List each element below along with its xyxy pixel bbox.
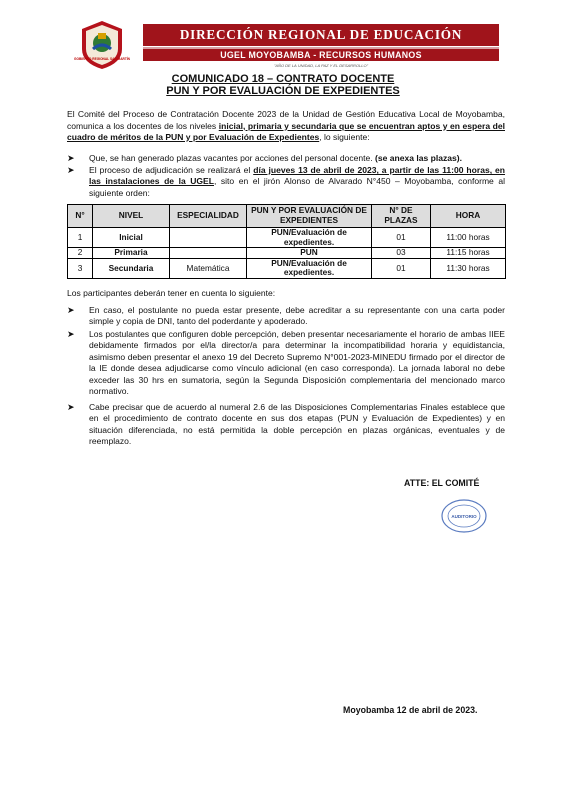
cell-level: Primaria	[93, 248, 170, 259]
list-item: ➤ En caso, el postulante no pueda estar presente, debe acreditar a su representante con una carta poder simple y copia de DNI, tanto del poderdante y apoderado.	[67, 305, 505, 327]
document-date: Moyobamba 12 de abril de 2023.	[343, 705, 478, 715]
cell-modality: PUN/Evaluación de expedientes.	[247, 258, 372, 278]
cell-vacancies: 01	[372, 258, 431, 278]
table-row	[68, 228, 506, 248]
arrowhead-bullet-icon: ➤	[67, 305, 75, 315]
intro-paragraph: El Comité del Proceso de Contratación Docente 2023 de la Unidad de Gestión Educativa Local de Moyobamba, comunica a los docentes de los niveles inicial, primaria y secundaria que se encuentran aptos y en espera del cuadro de méritos de la PUN y por Evaluación de Expedientes, lo siguiente:	[67, 109, 505, 142]
col-modality: PUN Y POR EVALUACIÓN DE EXPEDIENTES	[247, 205, 372, 228]
cell-time: 11:15 horas	[431, 248, 506, 259]
col-vacancies: N° DE PLAZAS	[372, 205, 431, 228]
arrowhead-bullet-icon: ➤	[67, 165, 75, 175]
cell-number: 3	[68, 258, 93, 278]
list-item: ➤ Los postulantes que configuren doble percepción, deben presentar necesariamente el horario de ambas IIEE debidamente firmados por el/la director/a para determinar la incompatibilidad horaria y equidistancia, asimismo deben presentar el anexo 19 del Decreto Supremo N°001-2023-MINEDU firmado por el director de la IE donde desea adjudicarse como vínculo adicional (en caso corresponda). La jornada laboral no debe exceder las 30 hrs en sumatoria, según la Segunda Disposición complementaria del mencionado marco normativo.	[67, 329, 505, 397]
schedule-table	[67, 204, 506, 279]
cell-level: Inicial	[93, 228, 170, 248]
list-item: ➤ Cabe precisar que de acuerdo al numeral 2.6 de las Disposiciones Complementarias Finales establece que en el procedimiento de contrato docente en sus dos etapas (PUN y Evaluación de Expedientes) y en situación diferenciada, no está permitida la doble percepción en plazas orgánicas, eventuales y de reemplazo.	[67, 402, 505, 447]
logo-caption: GOBIERNO REGIONAL SAN MARTÍN	[74, 57, 130, 61]
signature-line: ATTE: EL COMITÉ	[404, 478, 480, 488]
svg-text:AUDITORIO: AUDITORIO	[451, 514, 477, 519]
document-subtitle: PUN Y POR EVALUACIÓN DE EXPEDIENTES	[166, 85, 400, 97]
header-subtitle: UGEL MOYOBAMBA - RECURSOS HUMANOS	[143, 49, 499, 61]
cell-vacancies: 01	[372, 228, 431, 248]
arrowhead-bullet-icon: ➤	[67, 329, 75, 339]
arrowhead-bullet-icon: ➤	[67, 153, 75, 163]
regional-seal-icon	[78, 19, 126, 71]
cell-number: 2	[68, 248, 93, 259]
table-row	[68, 248, 506, 259]
cell-specialty	[170, 248, 247, 259]
table-row	[68, 258, 506, 278]
cell-vacancies: 03	[372, 248, 431, 259]
cell-number: 1	[68, 228, 93, 248]
cell-modality: PUN	[247, 248, 372, 259]
table-header-row	[68, 205, 506, 228]
cell-time: 11:00 horas	[431, 228, 506, 248]
arrowhead-bullet-icon: ➤	[67, 402, 75, 412]
document-title: COMUNICADO 18 – CONTRATO DOCENTE	[171, 73, 395, 85]
cell-level: Secundaria	[93, 258, 170, 278]
cell-specialty: Matemática	[170, 258, 247, 278]
committee-stamp-icon	[440, 498, 488, 534]
col-specialty: ESPECIALIDAD	[170, 205, 247, 228]
col-time: HORA	[431, 205, 506, 228]
col-level: NIVEL	[93, 205, 170, 228]
cell-time: 11:30 horas	[431, 258, 506, 278]
participants-note: Los participantes deberán tener en cuenta lo siguiente:	[67, 288, 276, 298]
cell-modality: PUN/Evaluación de expedientes.	[247, 228, 372, 248]
header-title: DIRECCIÓN REGIONAL DE EDUCACIÓN	[143, 24, 499, 46]
header-motto: "AÑO DE LA UNIDAD, LA PAZ Y EL DESARROLLO"	[273, 63, 369, 68]
col-number: N°	[68, 205, 93, 228]
list-item: ➤ El proceso de adjudicación se realizará el día jueves 13 de abril de 2023, a partir de las 11:00 horas, en las instalaciones de la UGEL, sito en el jirón Alonso de Alvarado N°450 – Moyobamba, conforme al siguiente orden:	[67, 165, 506, 198]
cell-specialty	[170, 228, 247, 248]
list-item: ➤ Que, se han generado plazas vacantes por acciones del personal docente. (se anexa las plazas).	[67, 153, 462, 163]
